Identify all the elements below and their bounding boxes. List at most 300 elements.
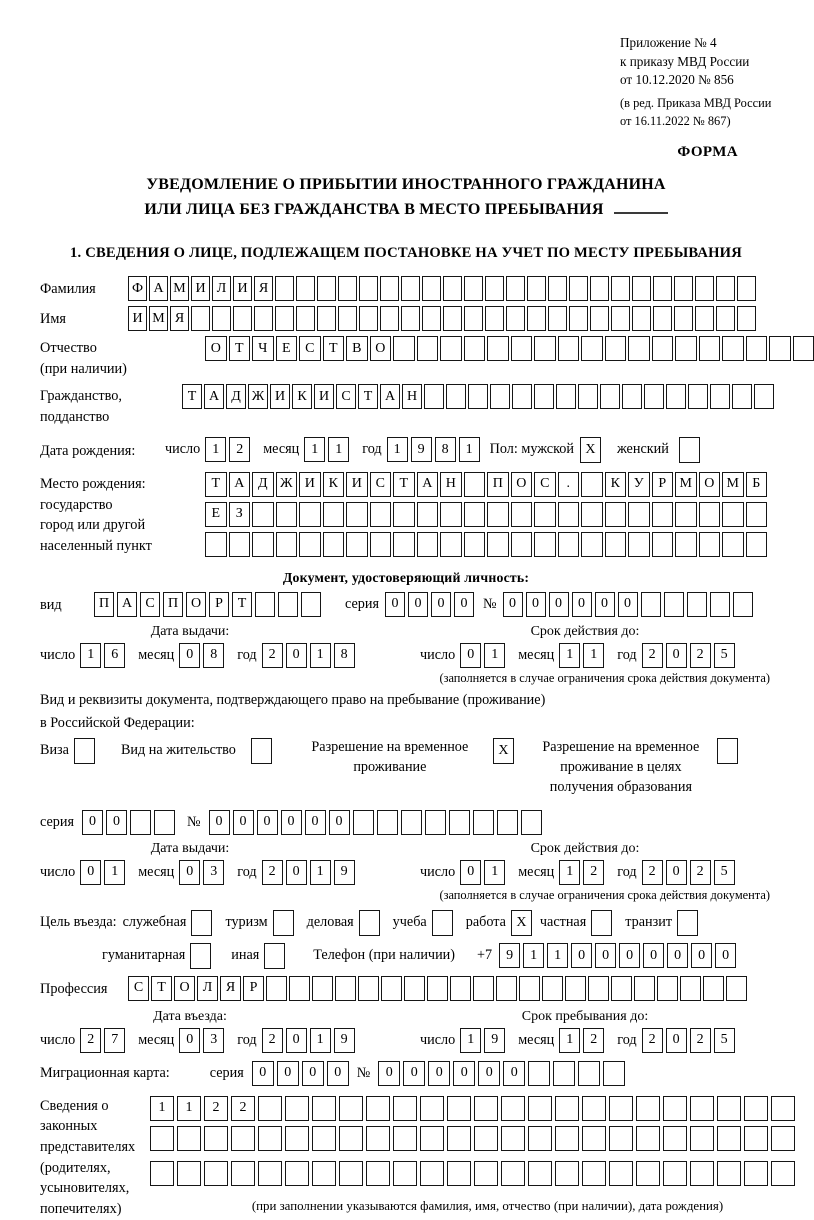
residence-issue-year-cell[interactable]: 9 bbox=[334, 860, 355, 885]
representatives-cell[interactable] bbox=[690, 1096, 714, 1121]
representatives-cell[interactable]: 1 bbox=[177, 1096, 201, 1121]
identity-issue-month-cell[interactable]: 8 bbox=[203, 643, 224, 668]
patronymic-cell[interactable] bbox=[746, 336, 768, 361]
citizenship-cell[interactable] bbox=[534, 384, 554, 409]
migration-number-cell[interactable] bbox=[603, 1061, 625, 1086]
identity-doc-kind-cell[interactable] bbox=[301, 592, 321, 617]
firstname-cell[interactable] bbox=[674, 306, 693, 331]
birth-place-cell[interactable] bbox=[299, 532, 321, 557]
identity-doc-number-cell[interactable]: 0 bbox=[549, 592, 569, 617]
birth-place-cell[interactable]: Р bbox=[652, 472, 674, 497]
birth-place-cell[interactable]: С bbox=[534, 472, 556, 497]
representatives-cell[interactable] bbox=[474, 1126, 498, 1151]
purpose-transit-checkbox-cell[interactable] bbox=[677, 910, 698, 936]
profession-cell[interactable] bbox=[381, 976, 402, 1001]
identity-doc-kind-cell[interactable]: С bbox=[140, 592, 160, 617]
patronymic-cell[interactable] bbox=[769, 336, 791, 361]
citizenship-cell[interactable] bbox=[600, 384, 620, 409]
birth-place-cell[interactable] bbox=[581, 502, 603, 527]
representatives-cell[interactable] bbox=[204, 1161, 228, 1186]
migration-series-cell[interactable]: 0 bbox=[327, 1061, 349, 1086]
surname-cell[interactable]: И bbox=[233, 276, 252, 301]
patronymic-cell[interactable] bbox=[417, 336, 439, 361]
firstname-cell[interactable] bbox=[737, 306, 756, 331]
purpose-official-checkbox-cell[interactable] bbox=[191, 910, 212, 936]
identity-doc-series-cell[interactable]: 0 bbox=[385, 592, 405, 617]
representatives-cell[interactable] bbox=[555, 1096, 579, 1121]
representatives-cell[interactable] bbox=[420, 1161, 444, 1186]
identity-doc-kind-cell[interactable]: О bbox=[186, 592, 206, 617]
citizenship-cell[interactable]: И bbox=[270, 384, 290, 409]
representatives-cell[interactable] bbox=[771, 1161, 795, 1186]
birth-place-cell[interactable]: И bbox=[299, 472, 321, 497]
birth-place-cell[interactable] bbox=[699, 532, 721, 557]
citizenship-cell[interactable] bbox=[556, 384, 576, 409]
birth-place-cell[interactable] bbox=[746, 532, 768, 557]
firstname-cell[interactable] bbox=[590, 306, 609, 331]
representatives-cell[interactable] bbox=[582, 1126, 606, 1151]
purpose-humanitarian-checkbox-cell[interactable] bbox=[190, 943, 211, 969]
representatives-cell[interactable] bbox=[447, 1096, 471, 1121]
migration-number-cell[interactable] bbox=[578, 1061, 600, 1086]
surname-cell[interactable] bbox=[359, 276, 378, 301]
birth-place-cell[interactable] bbox=[346, 502, 368, 527]
residence-expiry-year-cell[interactable]: 5 bbox=[714, 860, 735, 885]
temp-residence-edu-checkbox-cell[interactable] bbox=[717, 738, 738, 764]
representatives-cell[interactable] bbox=[312, 1161, 336, 1186]
residence-number-cell[interactable] bbox=[353, 810, 374, 835]
birth-place-cell[interactable]: А bbox=[229, 472, 251, 497]
citizenship-cell[interactable]: И bbox=[314, 384, 334, 409]
birth-place-cell[interactable] bbox=[487, 502, 509, 527]
identity-issue-day-cell[interactable]: 6 bbox=[104, 643, 125, 668]
firstname-cell[interactable] bbox=[338, 306, 357, 331]
profession-cell[interactable] bbox=[565, 976, 586, 1001]
birth-year-cell[interactable]: 9 bbox=[411, 437, 432, 462]
migration-number-cell[interactable] bbox=[553, 1061, 575, 1086]
phone-cell[interactable]: 1 bbox=[547, 943, 568, 968]
birth-place-cell[interactable]: М bbox=[722, 472, 744, 497]
firstname-cell[interactable] bbox=[317, 306, 336, 331]
representatives-cell[interactable] bbox=[501, 1126, 525, 1151]
visa-checkbox-cell[interactable] bbox=[74, 738, 95, 764]
representatives-cell[interactable] bbox=[366, 1096, 390, 1121]
profession-cell[interactable]: Р bbox=[243, 976, 264, 1001]
birth-place-cell[interactable] bbox=[511, 502, 533, 527]
residence-number-cell[interactable]: 0 bbox=[209, 810, 230, 835]
identity-doc-series-cell[interactable]: 0 bbox=[454, 592, 474, 617]
representatives-cell[interactable] bbox=[663, 1161, 687, 1186]
entry-month-cell[interactable]: 3 bbox=[203, 1028, 224, 1053]
profession-cell[interactable] bbox=[473, 976, 494, 1001]
birth-day-cell[interactable]: 2 bbox=[229, 437, 250, 462]
representatives-cell[interactable] bbox=[177, 1126, 201, 1151]
representatives-cell[interactable] bbox=[177, 1161, 201, 1186]
patronymic-cell[interactable] bbox=[793, 336, 814, 361]
representatives-cell[interactable] bbox=[474, 1161, 498, 1186]
surname-cell[interactable] bbox=[485, 276, 504, 301]
identity-doc-kind-cell[interactable]: Т bbox=[232, 592, 252, 617]
purpose-business-checkbox-cell[interactable] bbox=[359, 910, 380, 936]
surname-cell[interactable] bbox=[527, 276, 546, 301]
citizenship-cell[interactable]: А bbox=[204, 384, 224, 409]
birth-place-cell[interactable]: . bbox=[558, 472, 580, 497]
phone-cell[interactable]: 9 bbox=[499, 943, 520, 968]
birth-place-cell[interactable] bbox=[346, 532, 368, 557]
citizenship-cell[interactable]: Т bbox=[182, 384, 202, 409]
birth-place-cell[interactable]: К bbox=[323, 472, 345, 497]
profession-cell[interactable] bbox=[289, 976, 310, 1001]
identity-doc-number-cell[interactable] bbox=[710, 592, 730, 617]
birth-place-cell[interactable] bbox=[511, 532, 533, 557]
representatives-cell[interactable] bbox=[528, 1126, 552, 1151]
citizenship-cell[interactable] bbox=[512, 384, 532, 409]
purpose-work-checkbox-cell[interactable]: X bbox=[511, 910, 532, 936]
patronymic-cell[interactable]: С bbox=[299, 336, 321, 361]
identity-doc-series-cell[interactable]: 0 bbox=[431, 592, 451, 617]
sex-male-checkbox-cell[interactable]: X bbox=[580, 437, 601, 463]
representatives-cell[interactable] bbox=[204, 1126, 228, 1151]
stay-month-cell[interactable]: 2 bbox=[583, 1028, 604, 1053]
birth-year-cell[interactable]: 8 bbox=[435, 437, 456, 462]
residence-issue-day-cell[interactable]: 0 bbox=[80, 860, 101, 885]
migration-number-cell[interactable]: 0 bbox=[428, 1061, 450, 1086]
profession-cell[interactable] bbox=[519, 976, 540, 1001]
surname-cell[interactable] bbox=[653, 276, 672, 301]
representatives-cell[interactable] bbox=[717, 1096, 741, 1121]
identity-doc-kind-cell[interactable]: П bbox=[163, 592, 183, 617]
surname-cell[interactable]: И bbox=[191, 276, 210, 301]
firstname-cell[interactable] bbox=[569, 306, 588, 331]
residence-issue-month-cell[interactable]: 0 bbox=[179, 860, 200, 885]
birth-place-cell[interactable] bbox=[464, 532, 486, 557]
identity-doc-number-cell[interactable]: 0 bbox=[572, 592, 592, 617]
profession-cell[interactable]: Я bbox=[220, 976, 241, 1001]
identity-doc-number-cell[interactable]: 0 bbox=[618, 592, 638, 617]
phone-cell[interactable]: 0 bbox=[691, 943, 712, 968]
surname-cell[interactable] bbox=[443, 276, 462, 301]
firstname-cell[interactable] bbox=[632, 306, 651, 331]
profession-cell[interactable] bbox=[427, 976, 448, 1001]
profession-cell[interactable] bbox=[404, 976, 425, 1001]
profession-cell[interactable] bbox=[611, 976, 632, 1001]
birth-place-cell[interactable] bbox=[722, 532, 744, 557]
birth-place-cell[interactable]: Е bbox=[205, 502, 227, 527]
stay-year-cell[interactable]: 0 bbox=[666, 1028, 687, 1053]
residence-series-cell[interactable] bbox=[130, 810, 151, 835]
entry-day-cell[interactable]: 2 bbox=[80, 1028, 101, 1053]
firstname-cell[interactable] bbox=[380, 306, 399, 331]
profession-cell[interactable] bbox=[680, 976, 701, 1001]
profession-cell[interactable] bbox=[542, 976, 563, 1001]
identity-doc-kind-cell[interactable]: Р bbox=[209, 592, 229, 617]
birth-place-cell[interactable] bbox=[534, 532, 556, 557]
birth-place-cell[interactable] bbox=[417, 502, 439, 527]
citizenship-cell[interactable]: Ж bbox=[248, 384, 268, 409]
surname-cell[interactable] bbox=[716, 276, 735, 301]
patronymic-cell[interactable]: Е bbox=[276, 336, 298, 361]
residence-issue-day-cell[interactable]: 1 bbox=[104, 860, 125, 885]
firstname-cell[interactable] bbox=[485, 306, 504, 331]
representatives-cell[interactable] bbox=[528, 1096, 552, 1121]
entry-year-cell[interactable]: 1 bbox=[310, 1028, 331, 1053]
birth-place-cell[interactable] bbox=[558, 502, 580, 527]
representatives-cell[interactable] bbox=[582, 1096, 606, 1121]
birth-place-cell[interactable] bbox=[205, 532, 227, 557]
representatives-cell[interactable] bbox=[258, 1126, 282, 1151]
patronymic-cell[interactable] bbox=[393, 336, 415, 361]
birth-place-cell[interactable] bbox=[558, 532, 580, 557]
birth-place-cell[interactable]: Н bbox=[440, 472, 462, 497]
surname-cell[interactable] bbox=[464, 276, 483, 301]
birth-place-cell[interactable] bbox=[487, 532, 509, 557]
patronymic-cell[interactable] bbox=[699, 336, 721, 361]
identity-issue-year-cell[interactable]: 1 bbox=[310, 643, 331, 668]
citizenship-cell[interactable]: А bbox=[380, 384, 400, 409]
surname-cell[interactable]: Л bbox=[212, 276, 231, 301]
birth-place-cell[interactable] bbox=[323, 502, 345, 527]
citizenship-cell[interactable]: Н bbox=[402, 384, 422, 409]
representatives-cell[interactable] bbox=[447, 1126, 471, 1151]
birth-place-cell[interactable]: З bbox=[229, 502, 251, 527]
citizenship-cell[interactable] bbox=[578, 384, 598, 409]
patronymic-cell[interactable]: В bbox=[346, 336, 368, 361]
patronymic-cell[interactable]: Т bbox=[323, 336, 345, 361]
surname-cell[interactable] bbox=[317, 276, 336, 301]
residence-permit-checkbox-cell[interactable] bbox=[251, 738, 272, 764]
identity-doc-kind-cell[interactable]: А bbox=[117, 592, 137, 617]
patronymic-cell[interactable] bbox=[675, 336, 697, 361]
birth-day-cell[interactable]: 1 bbox=[205, 437, 226, 462]
stay-day-cell[interactable]: 9 bbox=[484, 1028, 505, 1053]
birth-place-cell[interactable] bbox=[534, 502, 556, 527]
representatives-cell[interactable] bbox=[285, 1126, 309, 1151]
residence-series-cell[interactable]: 0 bbox=[82, 810, 103, 835]
identity-doc-number-cell[interactable] bbox=[733, 592, 753, 617]
stay-year-cell[interactable]: 2 bbox=[642, 1028, 663, 1053]
representatives-cell[interactable] bbox=[636, 1126, 660, 1151]
representatives-cell[interactable] bbox=[366, 1126, 390, 1151]
residence-number-cell[interactable] bbox=[473, 810, 494, 835]
birth-place-cell[interactable]: М bbox=[675, 472, 697, 497]
birth-place-cell[interactable]: И bbox=[346, 472, 368, 497]
citizenship-cell[interactable] bbox=[666, 384, 686, 409]
birth-place-cell[interactable] bbox=[440, 502, 462, 527]
patronymic-cell[interactable] bbox=[534, 336, 556, 361]
representatives-cell[interactable] bbox=[663, 1096, 687, 1121]
representatives-cell[interactable] bbox=[663, 1126, 687, 1151]
representatives-cell[interactable] bbox=[501, 1096, 525, 1121]
birth-place-cell[interactable]: Б bbox=[746, 472, 768, 497]
representatives-cell[interactable] bbox=[636, 1096, 660, 1121]
migration-series-cell[interactable]: 0 bbox=[252, 1061, 274, 1086]
citizenship-cell[interactable] bbox=[490, 384, 510, 409]
representatives-cell[interactable] bbox=[285, 1161, 309, 1186]
residence-issue-month-cell[interactable]: 3 bbox=[203, 860, 224, 885]
identity-expiry-year-cell[interactable]: 2 bbox=[690, 643, 711, 668]
surname-cell[interactable] bbox=[338, 276, 357, 301]
birth-place-cell[interactable] bbox=[417, 532, 439, 557]
birth-place-cell[interactable]: Ж bbox=[276, 472, 298, 497]
firstname-cell[interactable]: И bbox=[128, 306, 147, 331]
phone-cell[interactable]: 0 bbox=[643, 943, 664, 968]
purpose-private-checkbox-cell[interactable] bbox=[591, 910, 612, 936]
representatives-cell[interactable] bbox=[312, 1096, 336, 1121]
identity-issue-day-cell[interactable]: 1 bbox=[80, 643, 101, 668]
patronymic-cell[interactable] bbox=[581, 336, 603, 361]
identity-doc-number-cell[interactable] bbox=[664, 592, 684, 617]
residence-expiry-year-cell[interactable]: 0 bbox=[666, 860, 687, 885]
stay-year-cell[interactable]: 2 bbox=[690, 1028, 711, 1053]
birth-month-cell[interactable]: 1 bbox=[304, 437, 325, 462]
identity-doc-series-cell[interactable]: 0 bbox=[408, 592, 428, 617]
representatives-cell[interactable] bbox=[555, 1126, 579, 1151]
entry-year-cell[interactable]: 2 bbox=[262, 1028, 283, 1053]
identity-expiry-month-cell[interactable]: 1 bbox=[583, 643, 604, 668]
birth-place-cell[interactable] bbox=[675, 502, 697, 527]
patronymic-cell[interactable]: Т bbox=[229, 336, 251, 361]
firstname-cell[interactable] bbox=[296, 306, 315, 331]
birth-place-cell[interactable] bbox=[464, 502, 486, 527]
purpose-tourism-checkbox-cell[interactable] bbox=[273, 910, 294, 936]
representatives-cell[interactable] bbox=[744, 1096, 768, 1121]
birth-place-cell[interactable] bbox=[581, 472, 603, 497]
birth-place-cell[interactable] bbox=[370, 502, 392, 527]
representatives-cell[interactable] bbox=[150, 1161, 174, 1186]
representatives-cell[interactable] bbox=[150, 1126, 174, 1151]
identity-doc-kind-cell[interactable] bbox=[255, 592, 275, 617]
profession-cell[interactable] bbox=[657, 976, 678, 1001]
temp-residence-checkbox-cell[interactable]: X bbox=[493, 738, 514, 764]
patronymic-cell[interactable]: О bbox=[370, 336, 392, 361]
migration-number-cell[interactable] bbox=[528, 1061, 550, 1086]
surname-cell[interactable] bbox=[569, 276, 588, 301]
sex-female-checkbox-cell[interactable] bbox=[679, 437, 700, 463]
citizenship-cell[interactable] bbox=[424, 384, 444, 409]
birth-place-cell[interactable] bbox=[722, 502, 744, 527]
surname-cell[interactable] bbox=[506, 276, 525, 301]
birth-place-cell[interactable] bbox=[393, 502, 415, 527]
surname-cell[interactable]: М bbox=[170, 276, 189, 301]
profession-cell[interactable]: Т bbox=[151, 976, 172, 1001]
phone-cell[interactable]: 0 bbox=[595, 943, 616, 968]
identity-issue-month-cell[interactable]: 0 bbox=[179, 643, 200, 668]
birth-year-cell[interactable]: 1 bbox=[387, 437, 408, 462]
migration-number-cell[interactable]: 0 bbox=[403, 1061, 425, 1086]
birth-place-cell[interactable] bbox=[652, 502, 674, 527]
representatives-cell[interactable] bbox=[717, 1161, 741, 1186]
patronymic-cell[interactable]: О bbox=[205, 336, 227, 361]
representatives-cell[interactable] bbox=[636, 1161, 660, 1186]
surname-cell[interactable] bbox=[611, 276, 630, 301]
citizenship-cell[interactable] bbox=[468, 384, 488, 409]
firstname-cell[interactable] bbox=[359, 306, 378, 331]
migration-number-cell[interactable]: 0 bbox=[378, 1061, 400, 1086]
stay-year-cell[interactable]: 5 bbox=[714, 1028, 735, 1053]
phone-cell[interactable]: 0 bbox=[571, 943, 592, 968]
representatives-cell[interactable] bbox=[339, 1126, 363, 1151]
residence-number-cell[interactable] bbox=[425, 810, 446, 835]
firstname-cell[interactable] bbox=[275, 306, 294, 331]
surname-cell[interactable] bbox=[422, 276, 441, 301]
profession-cell[interactable] bbox=[726, 976, 747, 1001]
identity-doc-kind-cell[interactable]: П bbox=[94, 592, 114, 617]
residence-expiry-month-cell[interactable]: 1 bbox=[559, 860, 580, 885]
representatives-cell[interactable] bbox=[393, 1161, 417, 1186]
residence-number-cell[interactable] bbox=[497, 810, 518, 835]
residence-issue-year-cell[interactable]: 1 bbox=[310, 860, 331, 885]
representatives-cell[interactable] bbox=[420, 1126, 444, 1151]
residence-number-cell[interactable]: 0 bbox=[233, 810, 254, 835]
patronymic-cell[interactable] bbox=[464, 336, 486, 361]
entry-year-cell[interactable]: 0 bbox=[286, 1028, 307, 1053]
citizenship-cell[interactable] bbox=[754, 384, 774, 409]
birth-place-cell[interactable] bbox=[699, 502, 721, 527]
migration-series-cell[interactable]: 0 bbox=[277, 1061, 299, 1086]
patronymic-cell[interactable] bbox=[487, 336, 509, 361]
entry-month-cell[interactable]: 0 bbox=[179, 1028, 200, 1053]
representatives-cell[interactable]: 2 bbox=[231, 1096, 255, 1121]
birth-place-cell[interactable]: Т bbox=[393, 472, 415, 497]
firstname-cell[interactable] bbox=[401, 306, 420, 331]
representatives-cell[interactable] bbox=[312, 1126, 336, 1151]
surname-cell[interactable] bbox=[737, 276, 756, 301]
representatives-cell[interactable] bbox=[393, 1126, 417, 1151]
representatives-cell[interactable] bbox=[231, 1161, 255, 1186]
patronymic-cell[interactable] bbox=[652, 336, 674, 361]
residence-expiry-day-cell[interactable]: 1 bbox=[484, 860, 505, 885]
migration-number-cell[interactable]: 0 bbox=[453, 1061, 475, 1086]
birth-place-cell[interactable] bbox=[746, 502, 768, 527]
birth-place-cell[interactable]: С bbox=[370, 472, 392, 497]
citizenship-cell[interactable]: С bbox=[336, 384, 356, 409]
surname-cell[interactable] bbox=[380, 276, 399, 301]
phone-cell[interactable]: 1 bbox=[523, 943, 544, 968]
migration-number-cell[interactable]: 0 bbox=[503, 1061, 525, 1086]
residence-number-cell[interactable]: 0 bbox=[329, 810, 350, 835]
residence-issue-year-cell[interactable]: 2 bbox=[262, 860, 283, 885]
identity-issue-year-cell[interactable]: 2 bbox=[262, 643, 283, 668]
birth-place-cell[interactable] bbox=[605, 502, 627, 527]
citizenship-cell[interactable] bbox=[710, 384, 730, 409]
birth-place-cell[interactable] bbox=[440, 532, 462, 557]
identity-expiry-year-cell[interactable]: 2 bbox=[642, 643, 663, 668]
identity-doc-number-cell[interactable] bbox=[641, 592, 661, 617]
profession-cell[interactable]: Л bbox=[197, 976, 218, 1001]
representatives-cell[interactable] bbox=[609, 1096, 633, 1121]
representatives-cell[interactable] bbox=[474, 1096, 498, 1121]
representatives-cell[interactable]: 1 bbox=[150, 1096, 174, 1121]
birth-place-cell[interactable]: П bbox=[487, 472, 509, 497]
birth-place-cell[interactable] bbox=[229, 532, 251, 557]
birth-place-cell[interactable] bbox=[276, 532, 298, 557]
stay-month-cell[interactable]: 1 bbox=[559, 1028, 580, 1053]
birth-place-cell[interactable]: О bbox=[511, 472, 533, 497]
citizenship-cell[interactable]: Т bbox=[358, 384, 378, 409]
profession-cell[interactable] bbox=[450, 976, 471, 1001]
residence-number-cell[interactable] bbox=[521, 810, 542, 835]
residence-number-cell[interactable]: 0 bbox=[305, 810, 326, 835]
identity-doc-number-cell[interactable]: 0 bbox=[503, 592, 523, 617]
firstname-cell[interactable] bbox=[191, 306, 210, 331]
firstname-cell[interactable] bbox=[212, 306, 231, 331]
representatives-cell[interactable] bbox=[393, 1096, 417, 1121]
representatives-cell[interactable] bbox=[447, 1161, 471, 1186]
firstname-cell[interactable] bbox=[548, 306, 567, 331]
representatives-cell[interactable] bbox=[555, 1161, 579, 1186]
firstname-cell[interactable] bbox=[233, 306, 252, 331]
patronymic-cell[interactable] bbox=[628, 336, 650, 361]
